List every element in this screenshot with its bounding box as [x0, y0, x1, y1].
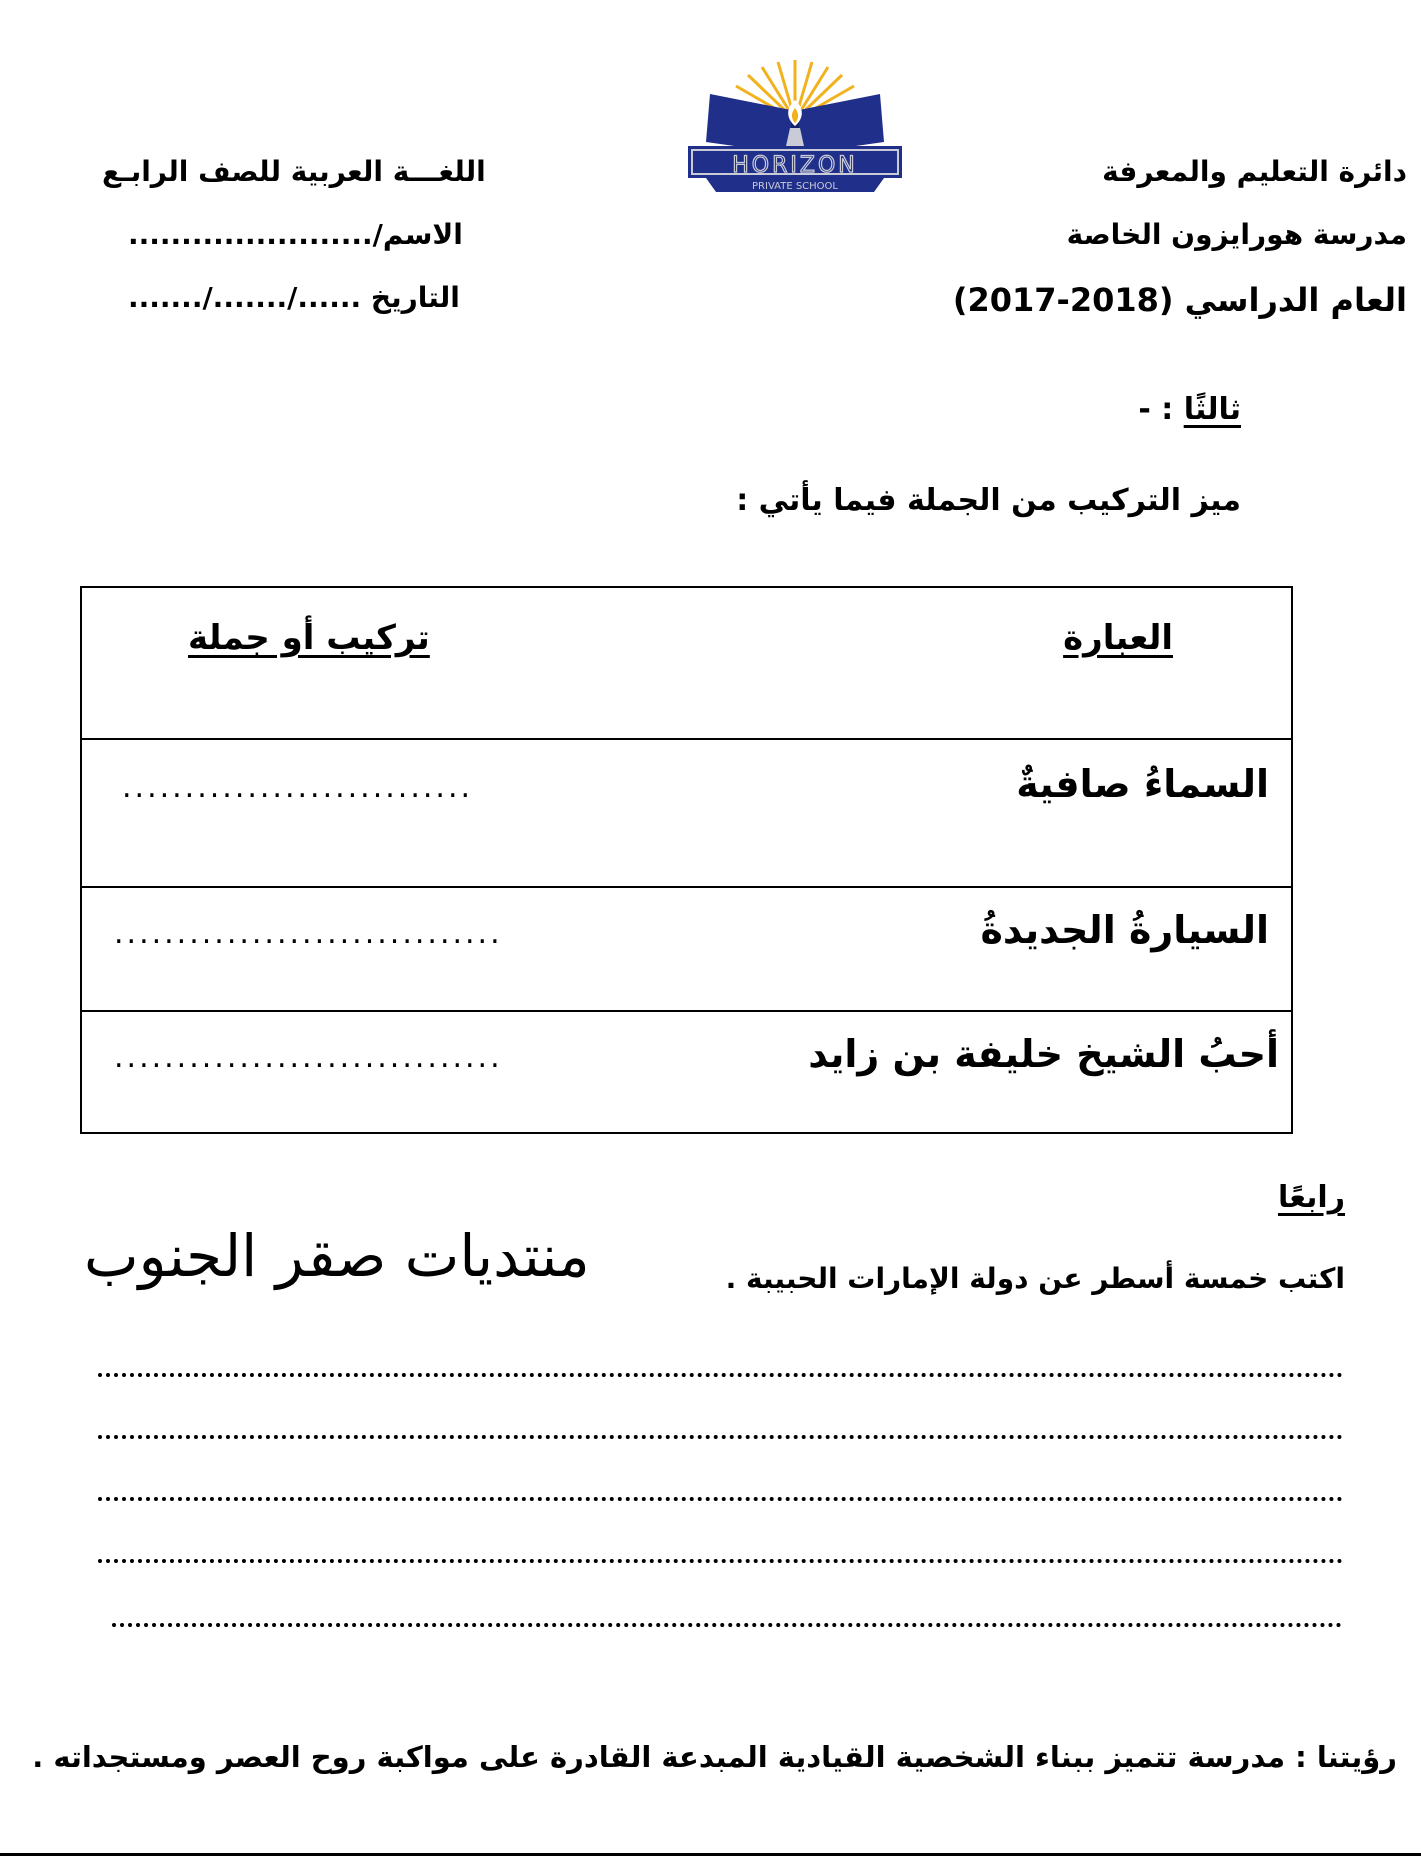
academic-year: العام الدراسي (2018-2017) [952, 281, 1407, 319]
section3-heading-suffix: : - [1138, 392, 1184, 427]
writing-line-4[interactable] [98, 1559, 1343, 1563]
bottom-divider [0, 1853, 1421, 1856]
student-name-field[interactable]: الاسم/....................... [128, 218, 463, 251]
column-header-type: تركيب أو جملة [188, 618, 430, 658]
writing-line-1[interactable] [98, 1373, 1343, 1377]
table-row [82, 1010, 1291, 1134]
table-row-answer-field[interactable]: ............................... [114, 1040, 503, 1075]
writing-line-2[interactable] [98, 1435, 1343, 1439]
writing-line-5[interactable] [112, 1623, 1342, 1627]
logo-name-text: HORIZON [732, 153, 858, 178]
directorate-name: دائرة التعليم والمعرفة [1102, 155, 1407, 188]
section4-heading: رابعًا [1277, 1180, 1345, 1215]
table-row-answer-field[interactable]: ............................ [122, 770, 474, 805]
logo-subtitle-text: PRIVATE SCHOOL [752, 181, 838, 192]
school-vision: رؤيتنا : مدرسة تتميز ببناء الشخصية القيادية المبدعة القادرة على مواكبة روح العصر ومستجداته . [32, 1740, 1397, 1774]
table-row-phrase: السيارةُ الجديدةُ [980, 908, 1269, 952]
forum-watermark: منتديات صقر الجنوب [84, 1222, 590, 1290]
school-name: مدرسة هورايزون الخاصة [1066, 218, 1407, 251]
phrase-classification-table [80, 586, 1293, 1134]
column-header-phrase: العبارة [1063, 618, 1173, 658]
table-row-phrase: أحبُ الشيخ خليفة بن زايد [808, 1032, 1279, 1076]
horizon-school-logo [686, 58, 904, 196]
table-row-phrase: السماءُ صافيةٌ [1016, 762, 1269, 806]
section4-instruction: اكتب خمسة أسطر عن دولة الإمارات الحبيبة . [725, 1262, 1345, 1295]
table-row-answer-field[interactable]: ............................... [114, 916, 503, 951]
section3-heading-label: ثالثًا [1183, 392, 1241, 427]
table-row [82, 738, 1291, 886]
writing-line-3[interactable] [98, 1497, 1343, 1501]
subject-title: اللغـــة العربية للصف الرابـع [102, 155, 486, 188]
section3-heading [1138, 392, 1241, 427]
section3-instruction: ميز التركيب من الجملة فيما يأتي : [736, 483, 1241, 518]
table-row [82, 886, 1291, 1010]
date-field[interactable]: التاريخ ....../......./....... [128, 281, 460, 314]
